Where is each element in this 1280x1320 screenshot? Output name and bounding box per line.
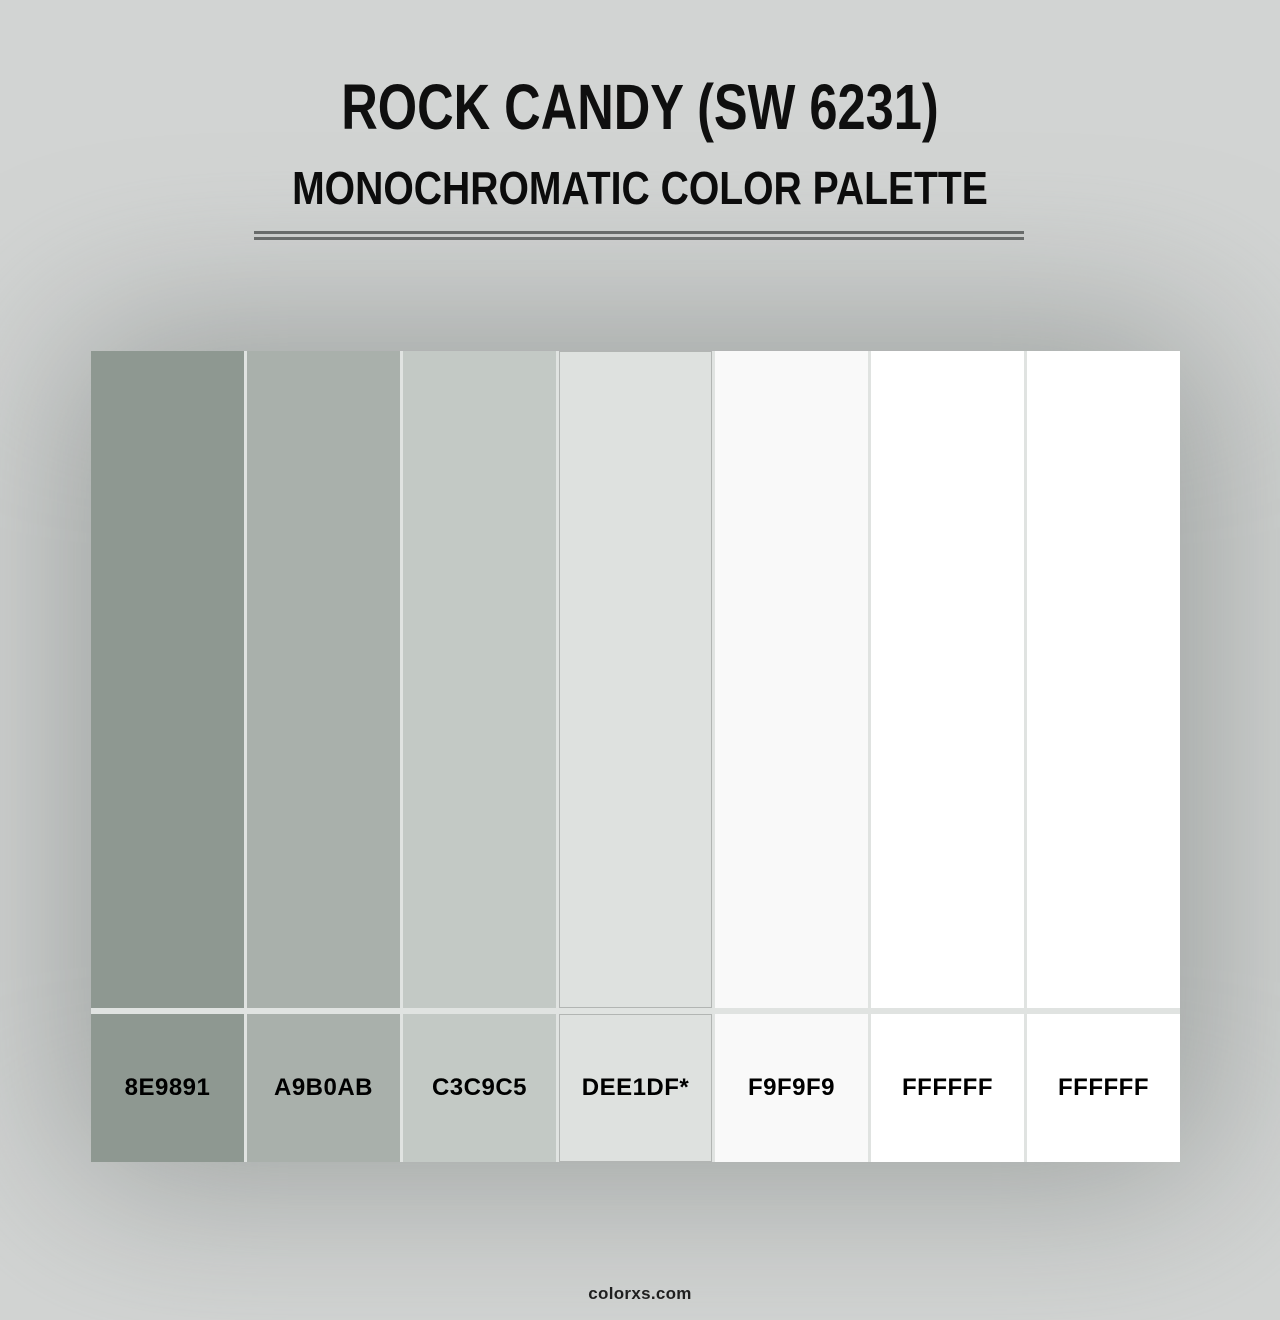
swatch-hex-label: FFFFFF: [902, 1074, 993, 1101]
swatch-hex-label: F9F9F9: [747, 1074, 836, 1101]
page-footer: [0, 1285, 1280, 1304]
swatch-label-box-8e9891[interactable]: [91, 1014, 244, 1162]
swatch-color-ffffff[interactable]: [871, 351, 1024, 1008]
palette-grid: [91, 351, 1180, 1162]
swatch-color-f9f9f9[interactable]: [715, 351, 868, 1008]
swatch-label-box-a9b0ab[interactable]: [247, 1014, 400, 1162]
swatch-hex-label: 8E9891: [124, 1074, 211, 1101]
swatch-hex-label: A9B0AB: [273, 1074, 374, 1101]
swatch-hex-label: FFFFFF: [1058, 1074, 1149, 1101]
swatch-color-ffffff[interactable]: [1027, 351, 1180, 1008]
swatch-hex-label: C3C9C5: [431, 1074, 528, 1101]
swatch-color-a9b0ab[interactable]: [247, 351, 400, 1008]
title-divider: [254, 231, 1024, 240]
swatch-label-box-ffffff[interactable]: [871, 1014, 1024, 1162]
swatch-label-box-c3c9c5[interactable]: [403, 1014, 556, 1162]
swatch-label-box-ffffff[interactable]: [1027, 1014, 1180, 1162]
swatch-label-box-dee1df[interactable]: [559, 1014, 712, 1162]
swatch-color-c3c9c5[interactable]: [403, 351, 556, 1008]
swatch-color-dee1df[interactable]: [559, 351, 712, 1008]
footer-site-link[interactable]: colorxs.com: [588, 1284, 692, 1303]
swatch-hex-label: DEE1DF*: [581, 1074, 690, 1101]
swatch-label-box-f9f9f9[interactable]: [715, 1014, 868, 1162]
page-subtitle: MONOCHROMATIC COLOR PALETTE: [292, 162, 988, 214]
color-palette: [91, 351, 1180, 1162]
swatch-color-8e9891[interactable]: [91, 351, 244, 1008]
page-title: ROCK CANDY (SW 6231): [341, 71, 939, 143]
